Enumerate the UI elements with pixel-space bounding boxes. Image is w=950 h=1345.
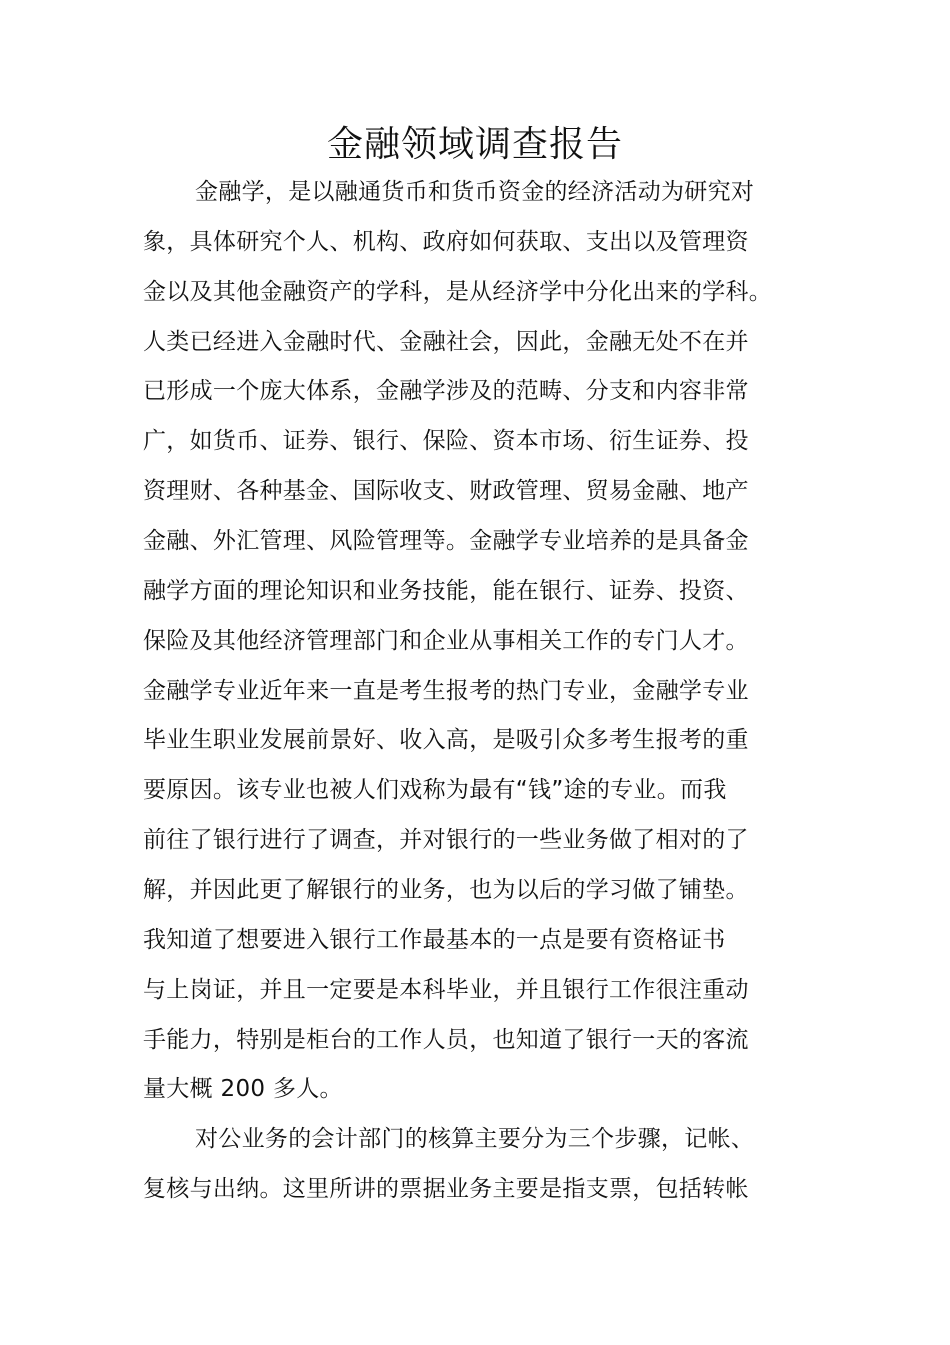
paragraph-line: 解，并因此更了解银行的业务，也为以后的学习做了铺垫。 (143, 877, 749, 903)
paragraph-line: 人类已经进入金融时代、金融社会，因此，金融无处不在并 (143, 329, 749, 355)
paragraph-line: 复核与出纳。这里所讲的票据业务主要是指支票，包括转帐 (143, 1176, 749, 1202)
paragraph-line: 手能力，特别是柜台的工作人员，也知道了银行一天的客流 (143, 1027, 749, 1053)
paragraph-line: 资理财、各种基金、国际收支、财政管理、贸易金融、地产 (143, 478, 749, 504)
paragraph-line: 金融学专业近年来一直是考生报考的热门专业，金融学专业 (143, 678, 749, 704)
paragraph-line: 前往了银行进行了调查，并对银行的一些业务做了相对的了 (143, 827, 749, 853)
paragraph-line: 我知道了想要进入银行工作最基本的一点是要有资格证书 (143, 927, 726, 953)
paragraph-line: 金融学，是以融通货币和货币资金的经济活动为研究对 (195, 179, 755, 205)
paragraph-line: 金融、外汇管理、风险管理等。金融学专业培养的是具备金 (143, 528, 749, 554)
paragraph-line: 要原因。该专业也被人们戏称为最有“钱”途的专业。而我 (143, 777, 727, 803)
paragraph-line: 象，具体研究个人、机构、政府如何获取、支出以及管理资 (143, 229, 749, 255)
paragraph-line: 量大概 200 多人。 (143, 1076, 343, 1102)
paragraph-line: 金以及其他金融资产的学科，是从经济学中分化出来的学科。 (143, 279, 773, 305)
paragraph-line: 保险及其他经济管理部门和企业从事相关工作的专门人才。 (143, 628, 749, 654)
document-title: 金融领域调查报告 (326, 124, 623, 165)
paragraph-line: 毕业生职业发展前景好、收入高，是吸引众多考生报考的重 (143, 727, 749, 753)
paragraph-line: 与上岗证，并且一定要是本科毕业，并且银行工作很注重动 (143, 977, 749, 1003)
paragraph-line: 广，如货币、证券、银行、保险、资本市场、衍生证券、投 (143, 428, 749, 454)
paragraph-line: 已形成一个庞大体系，金融学涉及的范畴、分支和内容非常 (143, 378, 749, 404)
paragraph-line: 融学方面的理论知识和业务技能，能在银行、证券、投资、 (143, 578, 749, 604)
paragraph-line: 对公业务的会计部门的核算主要分为三个步骤，记帐、 (195, 1126, 755, 1152)
